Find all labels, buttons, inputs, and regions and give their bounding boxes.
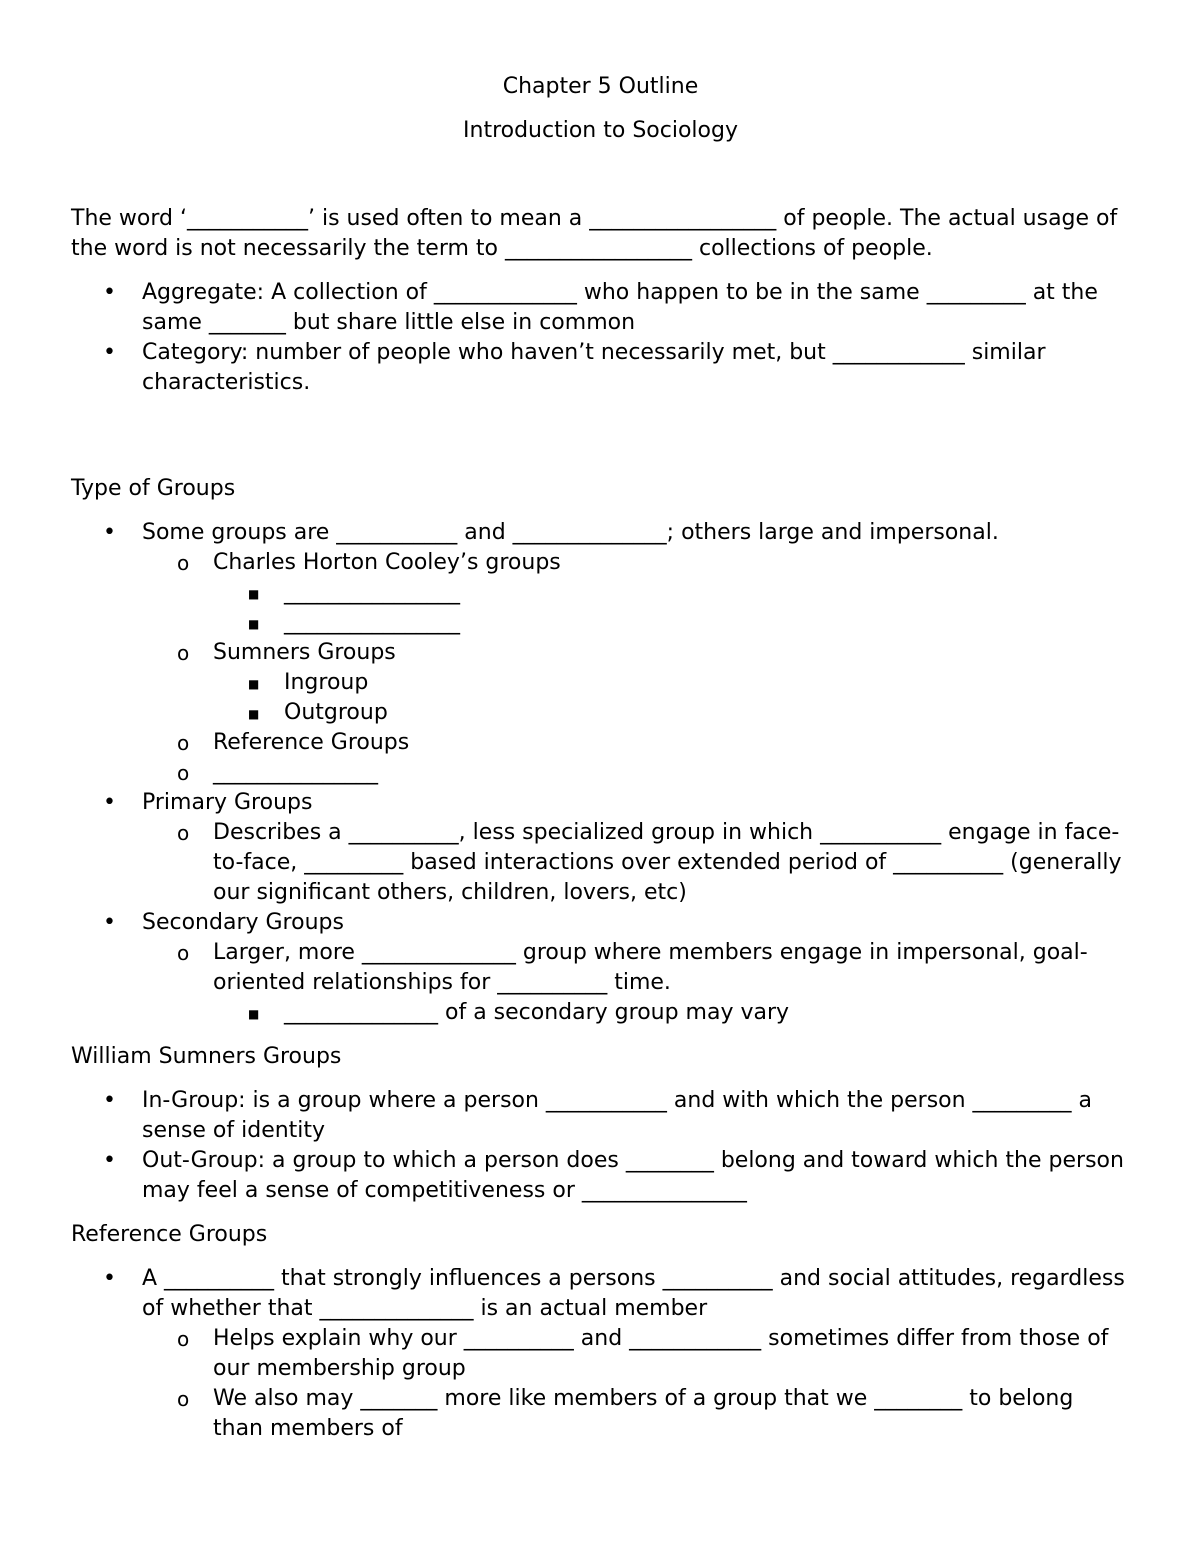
list-item-text: A __________ that strongly influences a persons __________ and social attitudes, regardless of whether that ______________ is an actual member — [142, 1266, 1125, 1321]
list-item — [71, 1146, 1130, 1206]
list-item-text: Charles Horton Cooley’s groups — [213, 550, 561, 575]
list-item — [71, 518, 1130, 548]
bullet-circle-icon: o — [177, 821, 190, 845]
list-item — [71, 998, 1130, 1028]
bullet-circle-icon: o — [177, 551, 190, 575]
list-item — [71, 818, 1130, 908]
reference-groups-list — [71, 1264, 1130, 1444]
list-item-text: Outgroup — [284, 700, 388, 725]
bullet-disc-icon: • — [103, 1088, 116, 1113]
list-item-text: Out-Group: a group to which a person does ________ belong and toward which the person may feel a sense of competitiveness or _______________ — [142, 1148, 1124, 1203]
bullet-disc-icon: • — [103, 340, 116, 365]
bullet-disc-icon: • — [103, 1266, 116, 1291]
bullet-square-icon: ■ — [248, 617, 260, 631]
intro-paragraph: The word ‘___________’ is used often to mean a _________________ of people. The actual usage of the word is not necessarily the term to _________________ collections of people. — [71, 206, 1118, 261]
list-item-text: Primary Groups — [142, 790, 313, 815]
list-item — [71, 1264, 1130, 1324]
bullet-disc-icon: • — [103, 520, 116, 545]
list-item — [71, 608, 1130, 638]
list-item — [71, 758, 1130, 788]
list-item-text: We also may _______ more like members of a group that we ________ to belong than members of — [213, 1386, 1074, 1441]
list-item-text: Secondary Groups — [142, 910, 344, 935]
bullet-square-icon: ■ — [248, 707, 260, 721]
bullet-circle-icon: o — [177, 731, 190, 755]
aggregate-text: Aggregate: A collection of _____________ who happen to be in the same _________ at the same _______ but share little else in common — [142, 280, 1098, 335]
list-item — [71, 668, 1130, 698]
list-item — [71, 278, 1130, 338]
reference-groups-heading: Reference Groups — [71, 1222, 268, 1247]
list-item-text: ________________ — [284, 580, 460, 605]
list-item-text: Helps explain why our __________ and ____________ sometimes differ from those of our membership group — [213, 1326, 1109, 1381]
list-item — [71, 338, 1130, 398]
type-of-groups-heading: Type of Groups — [71, 476, 236, 501]
list-item-text: Ingroup — [284, 670, 369, 695]
bullet-disc-icon: • — [103, 1148, 116, 1173]
bullet-disc-icon: • — [103, 790, 116, 815]
list-item — [71, 1086, 1130, 1146]
bullet-square-icon: ■ — [248, 1007, 260, 1021]
list-item — [71, 788, 1130, 818]
list-item-text: Sumners Groups — [213, 640, 396, 665]
list-item-text: In-Group: is a group where a person ___________ and with which the person _________ a sense of identity — [142, 1088, 1093, 1143]
william-sumners-heading: William Sumners Groups — [71, 1044, 342, 1069]
bullet-circle-icon: o — [177, 1387, 190, 1411]
list-item-text: _______________ — [213, 760, 378, 785]
list-item-text: Describes a __________, less specialized group in which ___________ engage in face-to-face, _________ based interactions over extended period of __________ (generally our significant others, children, lovers, etc) — [213, 820, 1122, 905]
bullet-square-icon: ■ — [248, 587, 260, 601]
list-item — [71, 698, 1130, 728]
intro-bullet-list — [71, 278, 1130, 398]
type-of-groups-list — [71, 518, 1130, 1028]
bullet-circle-icon: o — [177, 1327, 190, 1351]
bullet-circle-icon: o — [177, 761, 190, 785]
bullet-disc-icon: • — [103, 910, 116, 935]
document-title: Chapter 5 Outline — [502, 74, 699, 99]
list-item-text: ________________ — [284, 610, 460, 635]
list-item-text: ______________ of a secondary group may vary — [284, 1000, 790, 1025]
category-text: Category: number of people who haven’t necessarily met, but ____________ similar characteristics. — [142, 340, 1046, 395]
list-item — [71, 548, 1130, 578]
sumner-groups-list — [71, 1086, 1130, 1206]
list-item — [71, 1324, 1130, 1384]
list-item — [71, 938, 1130, 998]
bullet-circle-icon: o — [177, 941, 190, 965]
list-item — [71, 728, 1130, 758]
document-subtitle: Introduction to Sociology — [463, 118, 738, 143]
list-item — [71, 908, 1130, 938]
list-item — [71, 1384, 1130, 1444]
list-item — [71, 578, 1130, 608]
list-item-text: Reference Groups — [213, 730, 410, 755]
list-item — [71, 638, 1130, 668]
bullet-circle-icon: o — [177, 641, 190, 665]
bullet-disc-icon: • — [103, 280, 116, 305]
list-item-text: Larger, more ______________ group where members engage in impersonal, goal-oriented relationships for __________ time. — [213, 940, 1088, 995]
list-item-text: Some groups are ___________ and ______________; others large and impersonal. — [142, 520, 999, 545]
bullet-square-icon: ■ — [248, 677, 260, 691]
